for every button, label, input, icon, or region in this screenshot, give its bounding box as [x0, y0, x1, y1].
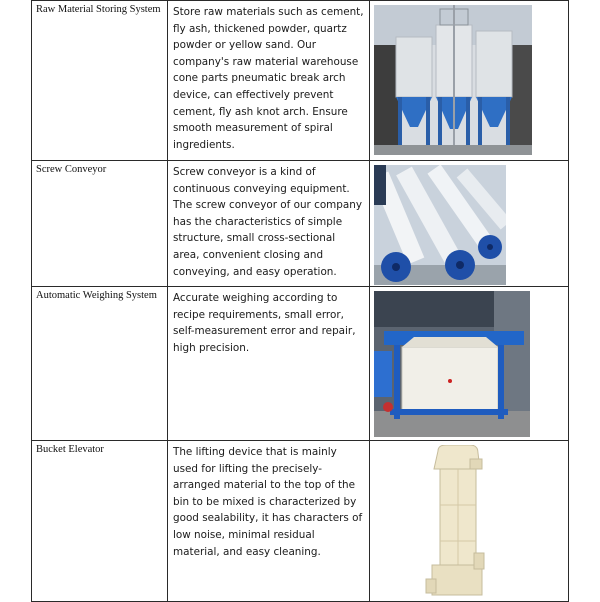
equipment-name: Bucket Elevator — [32, 441, 168, 602]
equipment-description: Accurate weighing according to recipe requirements, small error, self-measurement error and repair, high precision. — [168, 287, 370, 441]
equipment-name: Screw Conveyor — [32, 161, 168, 287]
equipment-description: The lifting device that is mainly used for lifting the precisely-arranged material to the top of the bin to be mixed is characterized by good sealability, it has characters of low noise, minimal residual material, and easy cleaning. — [168, 441, 370, 602]
silo-storage-photo — [374, 5, 532, 155]
weighing-hopper-photo — [374, 291, 530, 437]
table-row — [32, 287, 569, 441]
equipment-spec-table — [31, 0, 569, 602]
table-row — [32, 161, 569, 287]
equipment-name: Automatic Weighing System — [32, 287, 168, 441]
equipment-description: Screw conveyor is a kind of continuous conveying equipment. The screw conveyor of our company has the characteristics of simple structure, small cross-sectional area, convenient closing and conveying, and easy operation. — [168, 161, 370, 287]
equipment-description: Store raw materials such as cement, fly ash, thickened powder, quartz powder or yellow sand. Our company's raw material warehouse cone parts pneumatic break arch device, can effectively prevent cement, fly ash knot arch. Ensure smooth measurement of spiral ingredients. — [168, 1, 370, 161]
screw-conveyor-photo — [374, 165, 506, 285]
table-row — [32, 1, 569, 161]
table-row — [32, 441, 569, 602]
equipment-name: Raw Material Storing System — [32, 1, 168, 161]
bucket-elevator-photo — [374, 445, 564, 601]
